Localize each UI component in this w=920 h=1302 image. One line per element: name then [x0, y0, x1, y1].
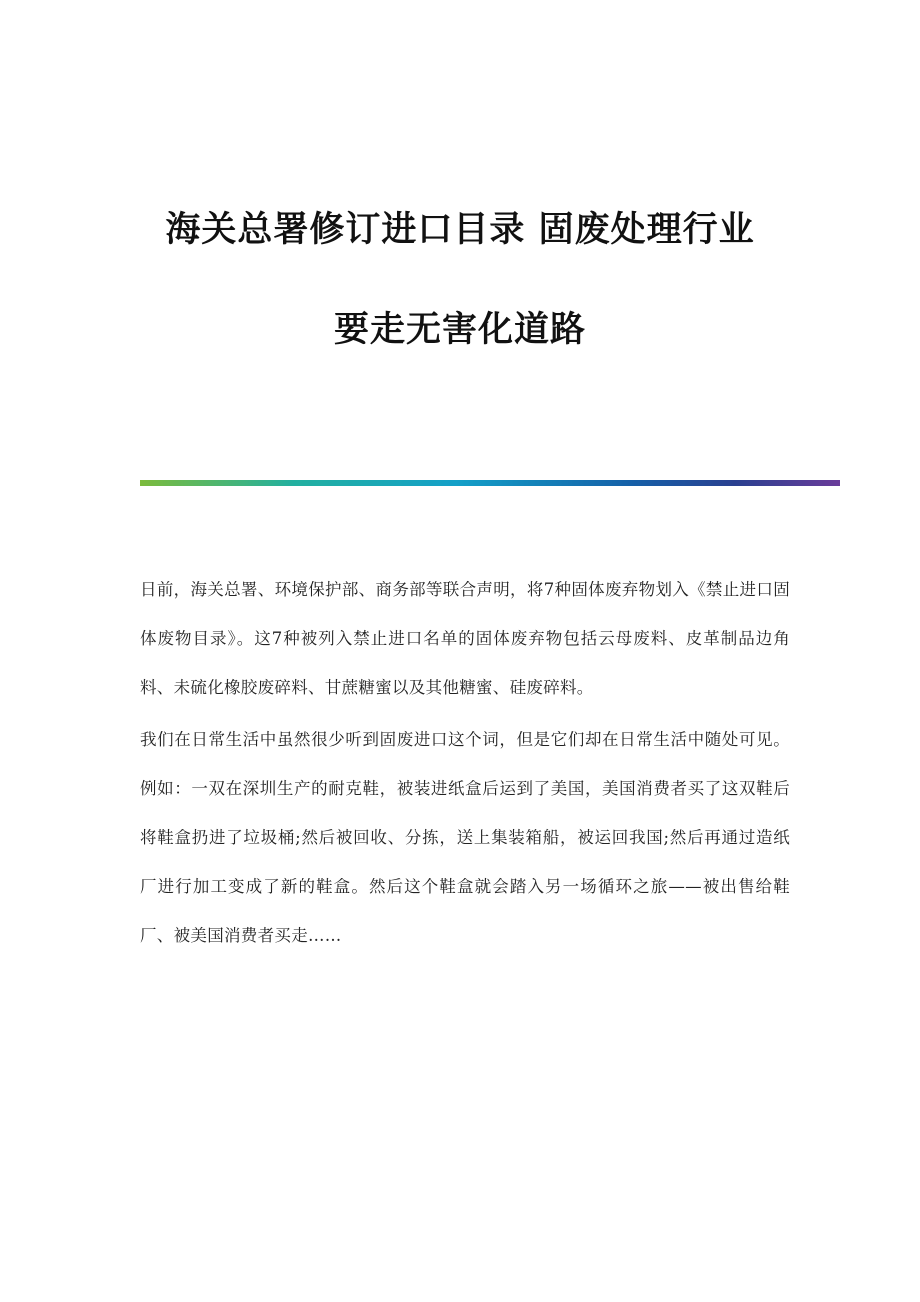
title-line-2: 要走无害化道路 [333, 309, 586, 350]
paragraph-1: 日前，海关总署、环境保护部、商务部等联合声明，将7种固体废弃物划入《禁止进口固体废物目录》。这7种被列入禁止进口名单的固体废弃物包括云母废料、皮革制品边角料、未硫化橡胶废碎料、甘蔗糖蜜以及其他糖蜜、硅废碎料。 [140, 580, 790, 697]
document-title [100, 209, 820, 350]
gradient-divider [140, 480, 840, 486]
paragraph-2: 我们在日常生活中虽然很少听到固废进口这个词，但是它们却在日常生活中随处可见。例如：一双在深圳生产的耐克鞋，被装进纸盒后运到了美国，美国消费者买了这双鞋后将鞋盒扔进了垃圾桶;然后被回收、分拣，送上集装箱船，被运回我国;然后再通过造纸厂进行加工变成了新的鞋盒。然后这个鞋盒就会踏入另一场循环之旅——被出售给鞋厂、被美国消费者买走…… [140, 730, 790, 945]
title-line-1: 海关总署修订进口目录 固废处理行业 [165, 209, 755, 250]
article-body [140, 565, 790, 960]
